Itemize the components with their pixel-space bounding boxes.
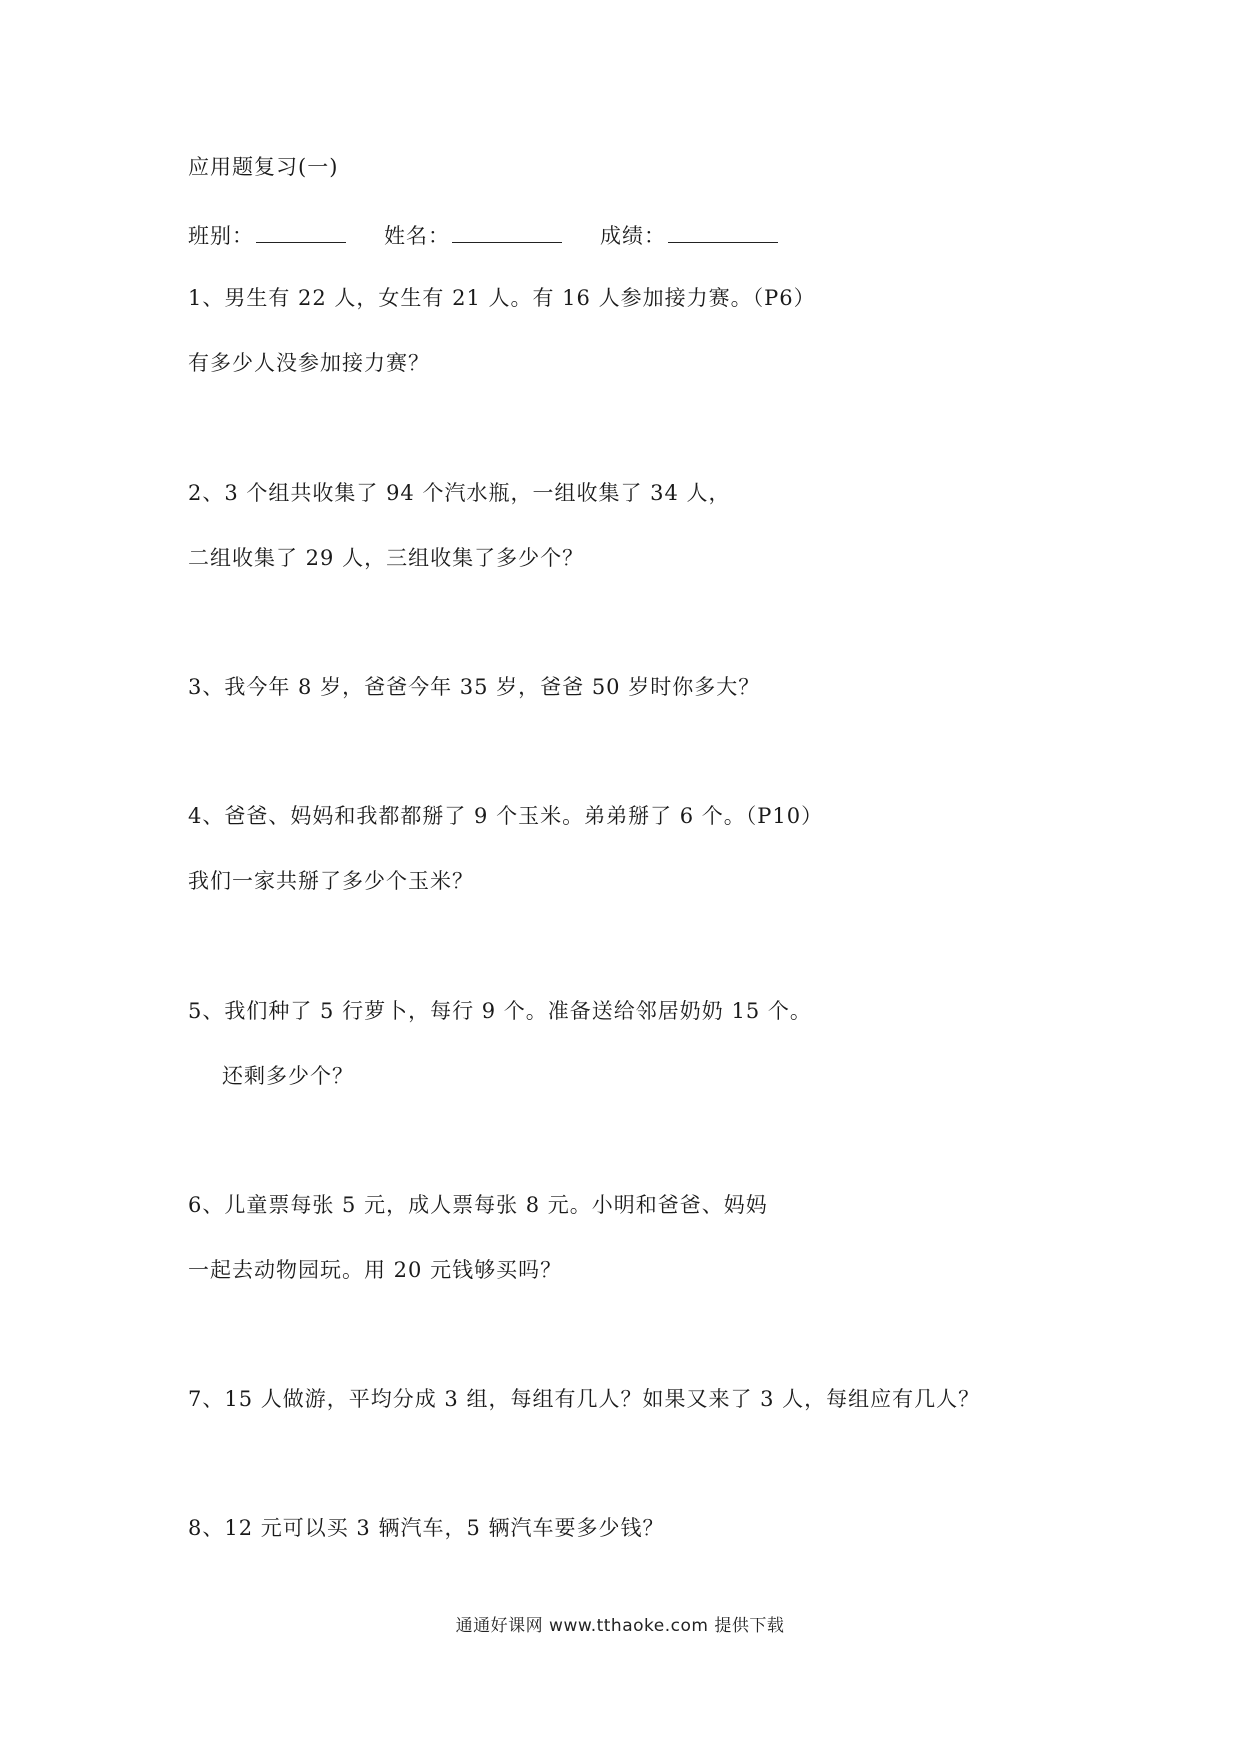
score-blank[interactable] [668,220,778,243]
question-4-line-1: 4、爸爸、妈妈和我都都掰了 9 个玉米。弟弟掰了 6 个。（P10） [188,804,824,828]
name-label: 姓名： [384,224,450,248]
question-5-line-2: 还剩多少个？ [222,1064,354,1088]
question-6-line-1: 6、儿童票每张 5 元，成人票每张 8 元。小明和爸爸、妈妈 [188,1193,768,1217]
question-4-line-2: 我们一家共掰了多少个玉米？ [188,869,474,893]
name-blank[interactable] [452,220,562,243]
question-6-line-2: 一起去动物园玩。用 20 元钱够买吗？ [188,1258,563,1282]
footer-text: 通通好课网 www.tthaoke.com 提供下载 [455,1616,785,1636]
question-8-line-1: 8、12 元可以买 3 辆汽车，5 辆汽车要多少钱？ [188,1516,665,1540]
question-2-line-2: 二组收集了 29 人，三组收集了多少个？ [188,546,585,570]
name-field [384,220,562,251]
page-title: 应用题复习(一) [188,155,339,179]
question-1-line-2: 有多少人没参加接力赛？ [188,351,430,375]
question-7-line-1: 7、15 人做游，平均分成 3 组，每组有几人？如果又来了 3 人，每组应有几人？ [188,1387,981,1411]
class-blank[interactable] [256,220,346,243]
score-label: 成绩： [600,224,666,248]
question-1-line-1: 1、男生有 22 人，女生有 21 人。有 16 人参加接力赛。（P6） [188,286,816,310]
class-field [188,220,346,251]
question-5-line-1: 5、我们种了 5 行萝卜，每行 9 个。准备送给邻居奶奶 15 个。 [188,999,812,1023]
class-label: 班别： [188,224,254,248]
question-3-line-1: 3、我今年 8 岁，爸爸今年 35 岁，爸爸 50 岁时你多大？ [188,675,761,699]
question-2-line-1: 2、3 个组共收集了 94 个汽水瓶，一组收集了 34 人， [188,481,731,505]
score-field [600,220,778,251]
